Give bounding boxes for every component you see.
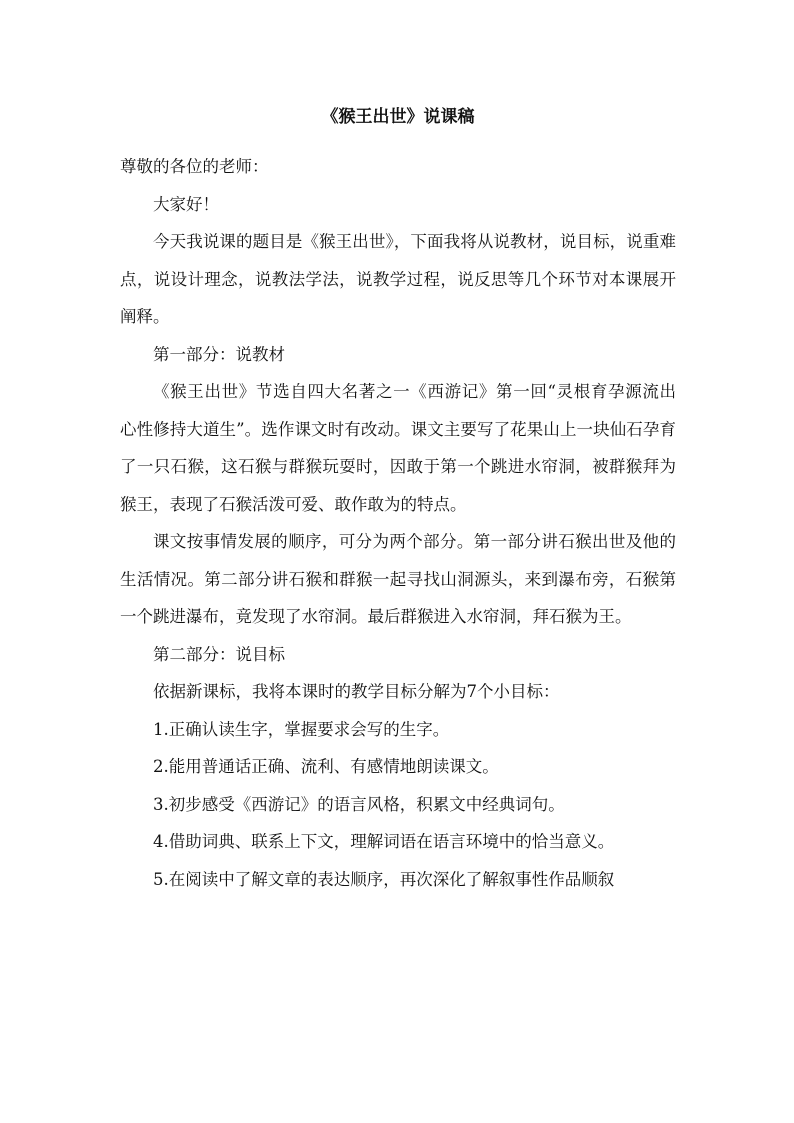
materials-paragraph-1: 《猴王出世》节选自四大名著之一《西游记》第一回“灵根育孕源流出 心性修持大道生”。选作课文时有改动。课文主要写了花果山上一块仙石孕育了一只石猴，这石猴与群猴玩耍时，因敢于第一个跳进水帘洞，被群猴拜为猴王，表现了石猴活泼可爱、敢作敢为的特点。 — [120, 382, 676, 514]
section-heading-materials: 第一部分：说教材 — [153, 344, 285, 364]
objective-item-1: 1.正确认读生字，掌握要求会写的生字。 — [153, 719, 450, 739]
objective-item-3: 3.初步感受《西游记》的语言风格，积累文中经典词句。 — [153, 794, 565, 814]
objectives-intro: 依据新课标，我将本课时的教学目标分解为7个小目标： — [153, 682, 560, 701]
materials-paragraph-2: 课文按事情发展的顺序，可分为两个部分。第一部分讲石猴出世及他的生活情况。第二部分讲石猴和群猴一起寻找山洞源头，来到瀑布旁，石猴第一个跳进瀑布，竟发现了水帘洞。最后群猴进入水帘洞，拜石猴为王。 — [120, 532, 676, 626]
document-page — [120, 104, 676, 898]
greeting: 大家好！ — [153, 194, 219, 214]
document-title: 《猴王出世》说课稿 — [321, 107, 475, 127]
salutation: 尊敬的各位的老师： — [120, 157, 269, 176]
section-heading-objectives: 第二部分：说目标 — [153, 644, 285, 664]
objective-item-2: 2.能用普通话正确、流利、有感情地朗读课文。 — [153, 757, 499, 776]
objective-item-4: 4.借助词典、联系上下文，理解词语在语言环境中的恰当意义。 — [153, 832, 615, 851]
intro-paragraph: 今天我说课的题目是《猴王出世》，下面我将从说教材，说目标，说重难点，说设计理念，说教法学法，说教学过程，说反思等几个环节对本课展开阐释。 — [120, 232, 676, 326]
objective-item-5: 5.在阅读中了解文章的表达顺序，再次深化了解叙事性作品顺叙 — [153, 869, 615, 889]
